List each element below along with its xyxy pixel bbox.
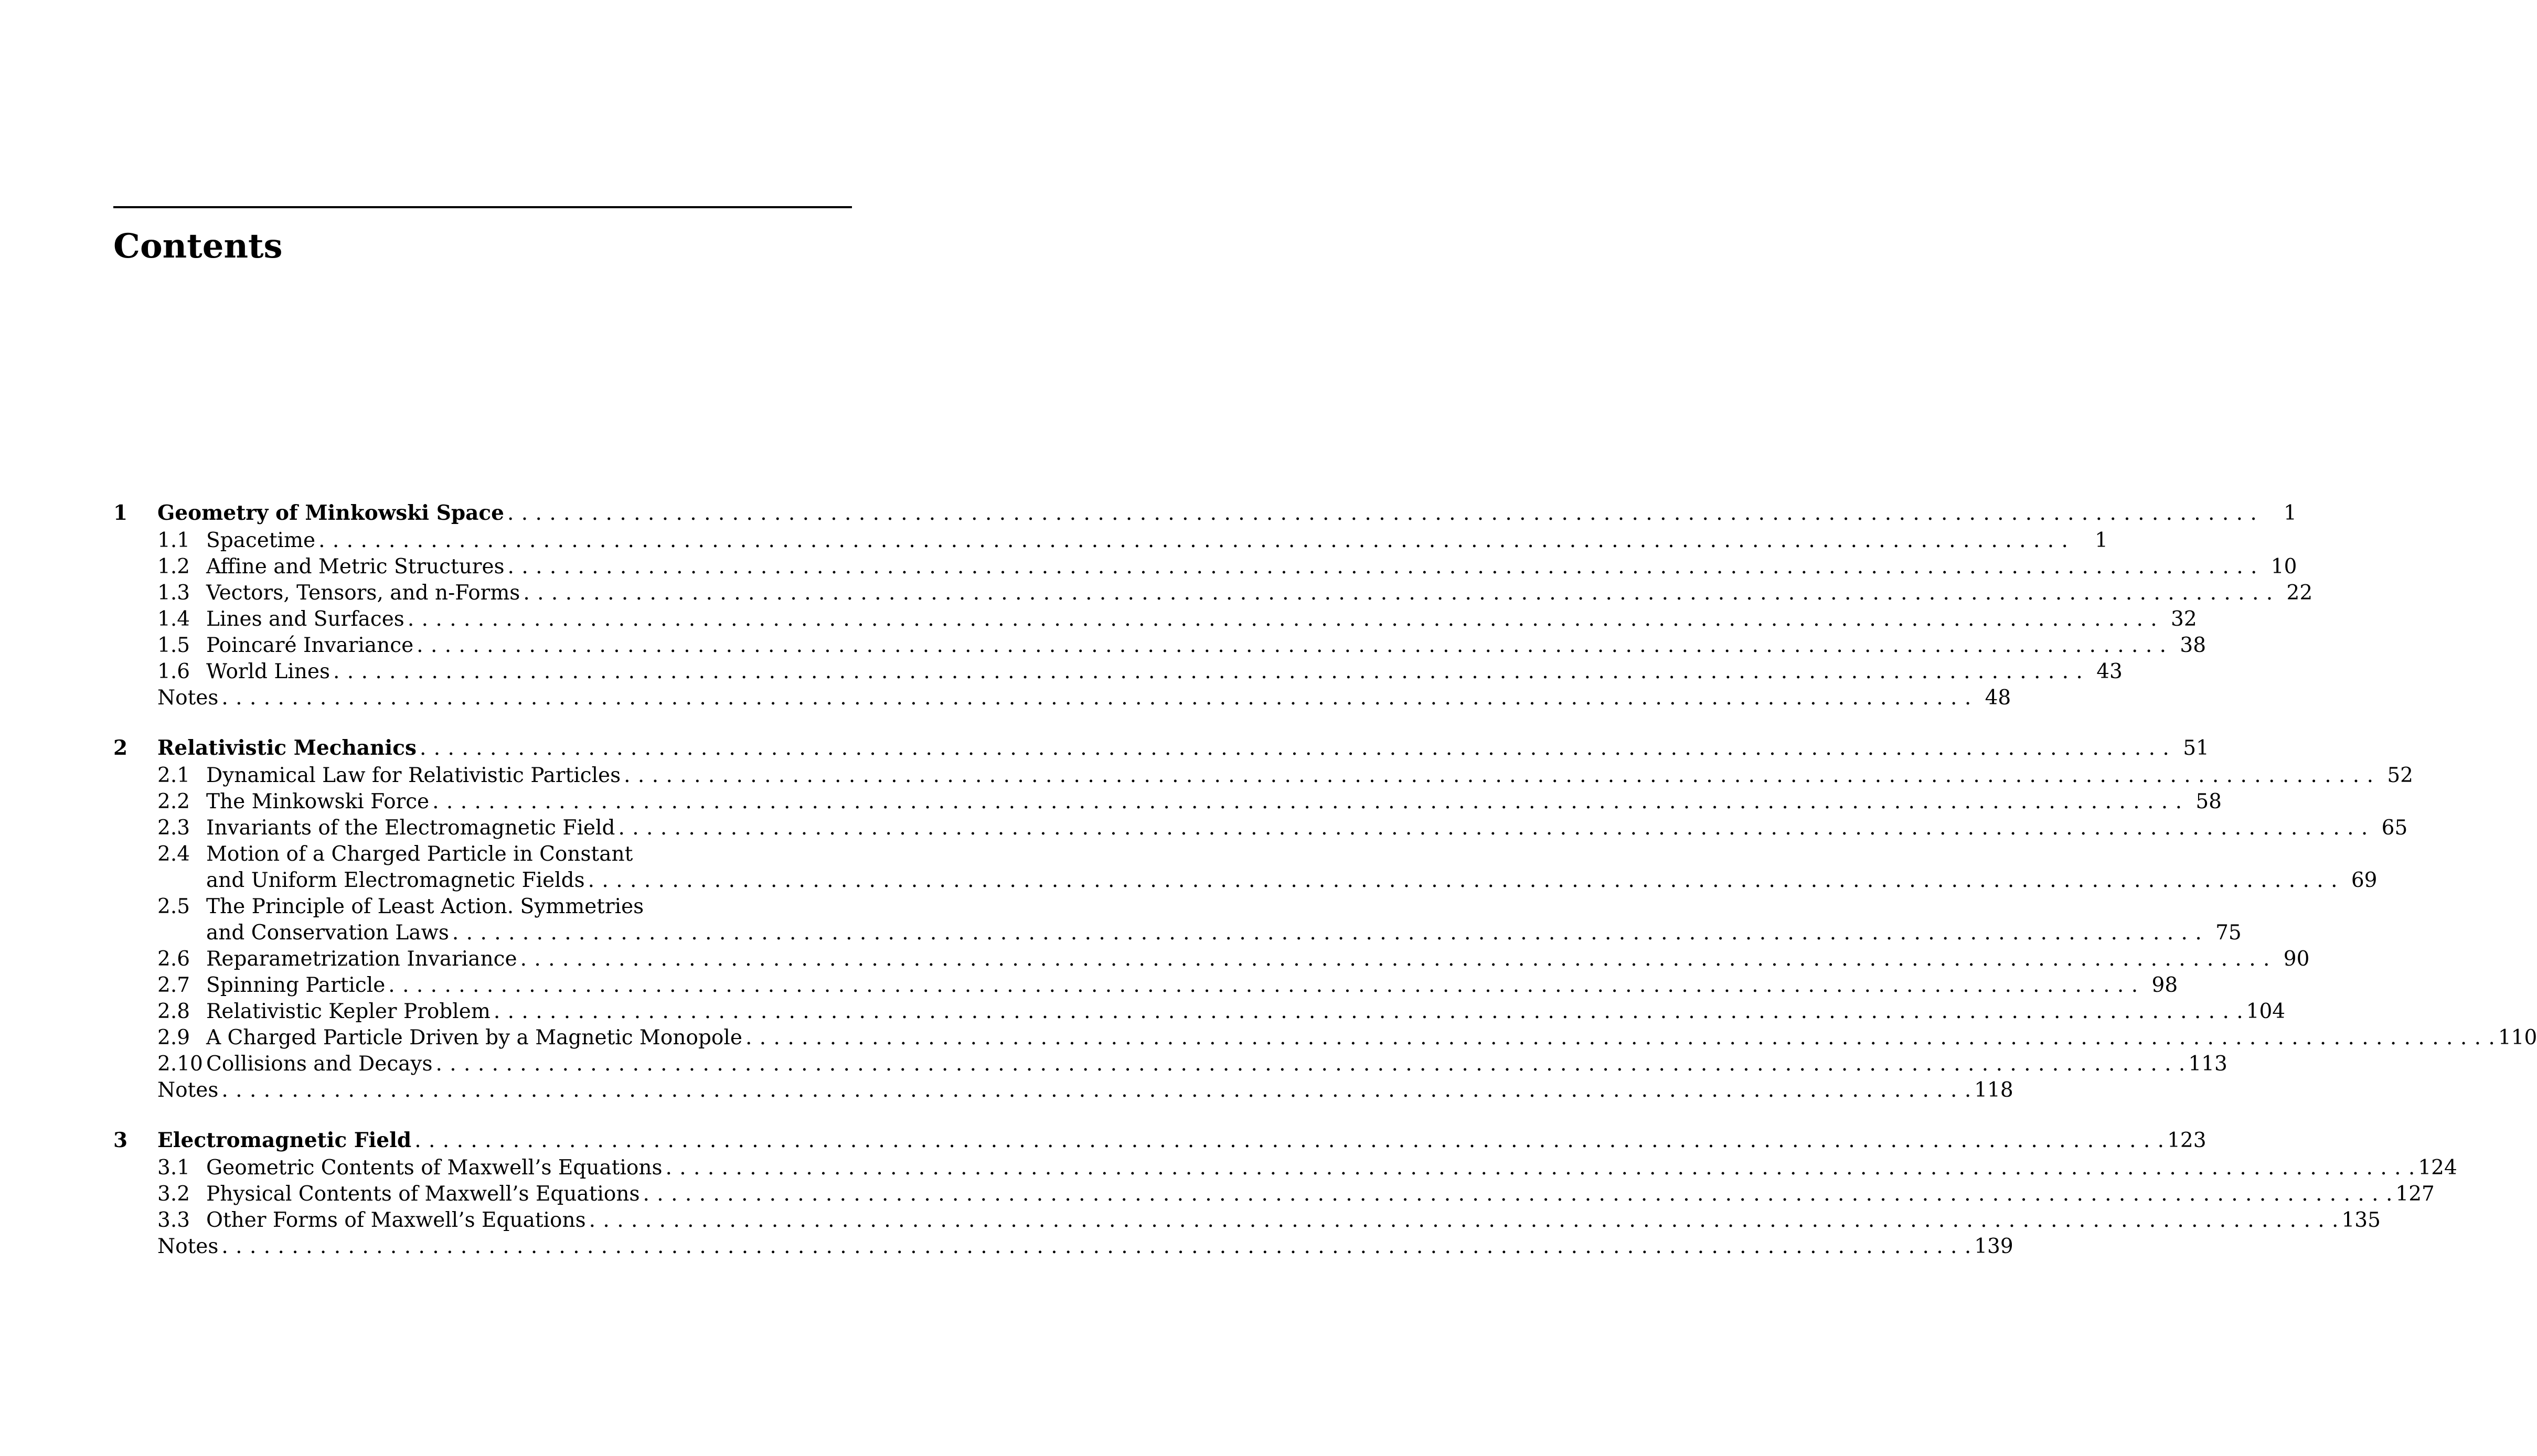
page-number: 1 — [2095, 529, 2108, 552]
leader-dots — [624, 763, 2373, 789]
page-number: 123 — [2167, 1129, 2206, 1152]
toc-chapter-1 — [113, 498, 2313, 711]
section-number: 1.1 — [157, 529, 190, 552]
leader-dots — [589, 1207, 2339, 1234]
chapter-title: Electromagnetic Field — [157, 1128, 412, 1152]
section-title: Collisions and Decays — [206, 1052, 433, 1076]
leader-dots — [588, 868, 2338, 894]
toc-section-entry[interactable] — [113, 894, 852, 920]
leader-dots — [333, 659, 2083, 685]
toc-section-entry[interactable] — [113, 1207, 2381, 1234]
page-number: 58 — [2195, 790, 2222, 813]
section-title: Vectors, Tensors, and n-Forms — [206, 581, 520, 605]
leader-dots — [507, 499, 2257, 528]
section-number: 1.5 — [157, 634, 190, 657]
page-number: 69 — [2351, 869, 2378, 892]
section-title: Relativistic Kepler Problem — [206, 1000, 491, 1023]
leader-dots — [432, 789, 2182, 815]
chapter-number: 3 — [113, 1128, 128, 1152]
toc-chapter-2 — [113, 733, 2537, 1104]
section-number: 2.10 — [157, 1052, 203, 1076]
toc-section-entry[interactable] — [113, 1025, 2537, 1051]
notes-title: Notes — [157, 1078, 219, 1102]
leader-dots — [520, 946, 2270, 972]
notes-title: Notes — [157, 686, 219, 710]
toc-section-entry[interactable] — [113, 554, 2297, 580]
toc-section-entry[interactable] — [113, 633, 2206, 659]
leader-dots — [508, 554, 2257, 580]
table-of-contents — [113, 498, 2537, 1282]
toc-chapter-3 — [113, 1126, 2457, 1260]
section-title: Dynamical Law for Relativistic Particles — [206, 764, 621, 787]
section-number: 3.2 — [157, 1182, 190, 1206]
page-number: 38 — [2180, 634, 2206, 657]
leader-dots — [318, 528, 2068, 554]
section-title: Reparametrization Invariance — [206, 947, 517, 971]
notes-title: Notes — [157, 1235, 219, 1258]
page-number: 32 — [2171, 607, 2197, 631]
leader-dots — [643, 1181, 2393, 1207]
toc-section-entry[interactable] — [113, 1181, 2435, 1207]
toc-section-entry[interactable] — [113, 999, 2286, 1025]
chapter-number: 1 — [113, 501, 128, 525]
toc-section-entry[interactable] — [113, 528, 2108, 554]
leader-dots — [221, 1077, 1971, 1104]
section-number: 2.7 — [157, 973, 190, 997]
leader-dots — [408, 606, 2157, 633]
leader-dots — [435, 1051, 2185, 1077]
section-number: 1.3 — [157, 581, 190, 605]
section-number: 3.3 — [157, 1208, 190, 1232]
section-number: 3.1 — [157, 1156, 190, 1180]
toc-notes-entry[interactable] — [113, 1077, 2013, 1104]
page-number: 104 — [2246, 1000, 2286, 1023]
page-number: 75 — [2215, 921, 2242, 945]
section-title: Spinning Particle — [206, 973, 386, 997]
chapter-number: 2 — [113, 736, 128, 760]
leader-dots — [388, 972, 2138, 999]
chapter-title: Relativistic Mechanics — [157, 736, 417, 760]
leader-dots — [745, 1025, 2495, 1051]
page-number: 127 — [2395, 1182, 2435, 1206]
section-number: 2.1 — [157, 764, 190, 787]
leader-dots — [414, 1126, 2164, 1155]
toc-notes-entry[interactable] — [113, 685, 2011, 711]
toc-section-entry[interactable] — [113, 580, 2313, 606]
toc-section-entry-continued[interactable] — [113, 920, 2242, 946]
toc-section-entry[interactable] — [113, 841, 852, 868]
section-title: Spacetime — [206, 529, 316, 552]
page-number: 90 — [2283, 947, 2310, 971]
page-number: 65 — [2381, 816, 2408, 840]
section-title: Other Forms of Maxwell’s Equations — [206, 1208, 586, 1232]
section-number: 1.4 — [157, 607, 190, 631]
section-title: Motion of a Charged Particle in Constant — [206, 842, 633, 866]
section-number: 2.6 — [157, 947, 190, 971]
section-title: Lines and Surfaces — [206, 607, 404, 631]
section-title-continued: and Uniform Electromagnetic Fields — [206, 869, 585, 892]
page-number: 1 — [2284, 501, 2297, 525]
page-number: 124 — [2418, 1156, 2457, 1180]
page-number: 52 — [2387, 764, 2413, 787]
section-number: 2.2 — [157, 790, 190, 813]
section-title: A Charged Particle Driven by a Magnetic Monopole — [206, 1026, 742, 1050]
section-title: The Minkowski Force — [206, 790, 430, 813]
leader-dots — [452, 920, 2202, 946]
leader-dots — [618, 815, 2368, 841]
section-title: Physical Contents of Maxwell’s Equations — [206, 1182, 640, 1206]
leader-dots — [420, 734, 2169, 763]
toc-chapter-entry[interactable] — [113, 1126, 2206, 1155]
toc-chapter-entry[interactable] — [113, 498, 2297, 528]
toc-section-entry[interactable] — [113, 946, 2310, 972]
page-number: 110 — [2498, 1026, 2537, 1050]
leader-dots — [417, 633, 2166, 659]
section-title-continued: and Conservation Laws — [206, 921, 449, 945]
toc-chapter-entry[interactable] — [113, 733, 2209, 763]
toc-section-entry[interactable] — [113, 606, 2197, 633]
section-title: The Principle of Least Action. Symmetries — [206, 895, 644, 918]
page-number: 51 — [2183, 736, 2209, 760]
section-number: 1.6 — [157, 660, 190, 683]
page-number: 135 — [2341, 1208, 2381, 1232]
page-number: 10 — [2270, 555, 2297, 579]
page-number: 48 — [1985, 686, 2011, 710]
section-number: 2.9 — [157, 1026, 190, 1050]
page-number: 98 — [2151, 973, 2178, 997]
leader-dots — [221, 1234, 1971, 1260]
toc-section-entry[interactable] — [113, 659, 2123, 685]
page-number: 139 — [1974, 1235, 2013, 1258]
section-title: Invariants of the Electromagnetic Field — [206, 816, 615, 840]
page-number: 22 — [2286, 581, 2313, 605]
section-title: World Lines — [206, 660, 330, 683]
section-number: 2.5 — [157, 895, 190, 918]
section-number: 1.2 — [157, 555, 190, 579]
page-number: 113 — [2188, 1052, 2227, 1076]
toc-section-entry[interactable] — [113, 763, 2413, 789]
leader-dots — [494, 999, 2243, 1025]
leader-dots — [665, 1155, 2415, 1181]
toc-section-entry[interactable] — [113, 789, 2222, 815]
section-title: Affine and Metric Structures — [206, 555, 505, 579]
section-number: 2.8 — [157, 1000, 190, 1023]
toc-notes-entry[interactable] — [113, 1234, 2013, 1260]
section-number: 2.4 — [157, 842, 190, 866]
page-title: Contents — [113, 227, 283, 266]
section-title: Geometric Contents of Maxwell’s Equations — [206, 1156, 663, 1180]
toc-section-entry[interactable] — [113, 1155, 2457, 1181]
section-title: Poincaré Invariance — [206, 634, 414, 657]
toc-section-entry[interactable] — [113, 815, 2408, 841]
chapter-title: Geometry of Minkowski Space — [157, 501, 504, 525]
page-number: 118 — [1974, 1078, 2013, 1102]
toc-section-entry-continued[interactable] — [113, 868, 2378, 894]
header-rule — [113, 206, 852, 208]
page-number: 43 — [2096, 660, 2123, 683]
leader-dots — [221, 685, 1971, 711]
toc-section-entry[interactable] — [113, 1051, 2227, 1077]
leader-dots — [523, 580, 2273, 606]
toc-section-entry[interactable] — [113, 972, 2178, 999]
section-number: 2.3 — [157, 816, 190, 840]
